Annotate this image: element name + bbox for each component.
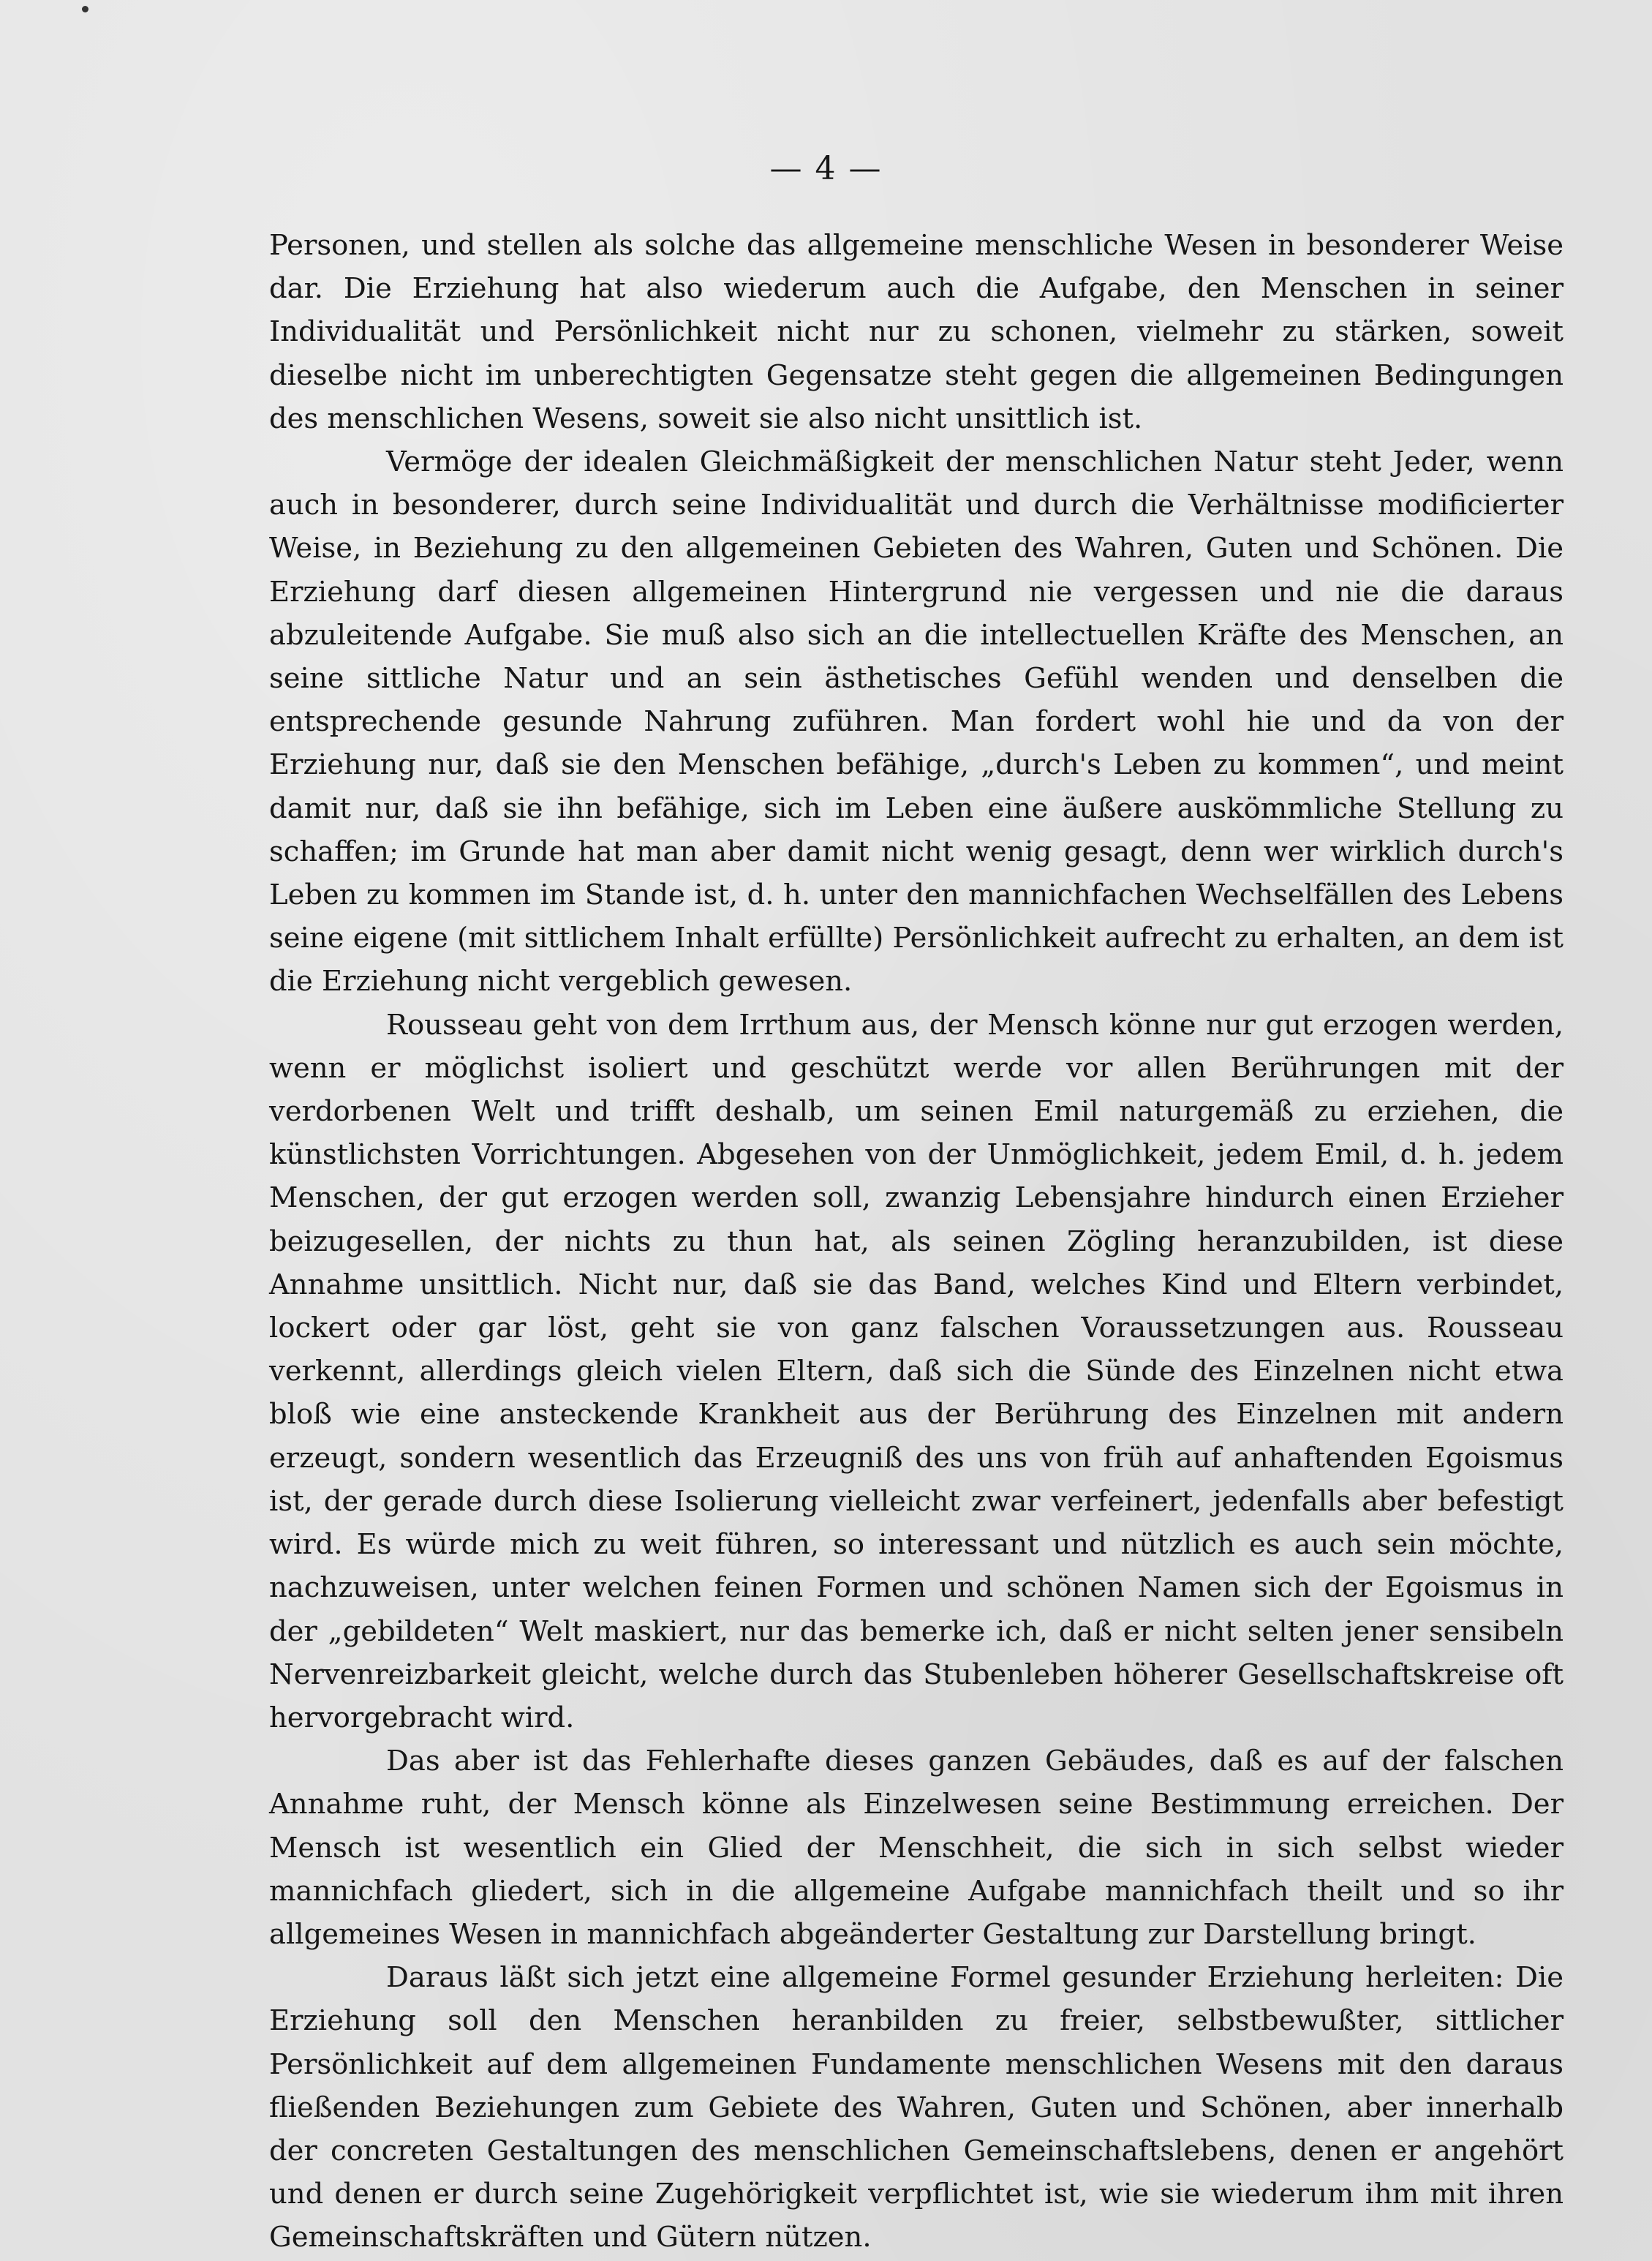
ink-speck: [82, 6, 88, 12]
paragraph-1: Personen, und stellen als solche das allgemeine menschliche Wesen in besonderer Weise dar. Die Erziehung hat also wiederum auch die Aufgabe, den Menschen in seiner Individualität und Persönlichkeit nicht nur zu schonen, vielmehr zu stärken, soweit dieselbe nicht im unberechtigten Gegensatze steht gegen die allgemeinen Bedingungen des menschlichen Wesens, soweit sie also nicht unsittlich ist.: [269, 229, 1564, 435]
page-number: — 4 —: [769, 150, 883, 187]
paragraph-5: Daraus läßt sich jetzt eine allgemeine Formel gesunder Erziehung herleiten: Die Erziehung soll den Menschen heranbilden zu freier, selbstbewußter, sittlicher Persönlichkeit auf dem allgemeinen Fundamente menschlichen Wesens mit den daraus fließenden Beziehungen zum Gebiete des Wahren, Guten und Schönen, aber innerhalb der concreten Gestaltungen des menschlichen Gemeinschaftslebens, denen er angehört und denen er durch seine Zugehörigkeit verpflichtet ist, wie sie wiederum ihm mit ihren Gemeinschaftskräften und Gütern nützen.: [269, 1961, 1564, 2254]
body-text: [269, 224, 1564, 2260]
paragraph-4: Das aber ist das Fehlerhafte dieses ganzen Gebäudes, daß es auf der falschen Annahme ruht, der Mensch könne als Einzelwesen seine Bestimmung erreichen. Der Mensch ist wesentlich ein Glied der Menschheit, die sich in sich selbst wieder mannichfach gliedert, sich in die allgemeine Aufgabe mannichfach theilt und so ihr allgemeines Wesen in mannichfach abgeänderter Gestaltung zur Darstellung bringt.: [269, 1745, 1564, 1951]
paragraph-3: Rousseau geht von dem Irrthum aus, der Mensch könne nur gut erzogen werden, wenn er möglichst isoliert und geschützt werde vor allen Berührungen mit der verdorbenen Welt und trifft deshalb, um seinen Emil naturgemäß zu erziehen, die künstlichsten Vorrichtungen. Abgesehen von der Unmöglichkeit, jedem Emil, d. h. jedem Menschen, der gut erzogen werden soll, zwanzig Lebensjahre hindurch einen Erzieher beizugesellen, der nichts zu thun hat, als seinen Zögling heranzubilden, ist diese Annahme unsittlich. Nicht nur, daß sie das Band, welches Kind und Eltern verbindet, lockert oder gar löst, geht sie von ganz falschen Voraussetzungen aus. Rousseau verkennt, allerdings gleich vielen Eltern, daß sich die Sünde des Einzelnen nicht etwa bloß wie eine ansteckende Krankheit aus der Berührung des Einzelnen mit andern erzeugt, sondern wesentlich das Erzeugniß des uns von früh auf anhaftenden Egoismus ist, der gerade durch diese Isolierung vielleicht zwar verfeinert, jedenfalls aber befestigt wird. Es würde mich zu weit führen, so interessant und nützlich es auch sein möchte, nachzuweisen, unter welchen feinen Formen und schönen Namen sich der Egoismus in der „gebildeten“ Welt maskiert, nur das bemerke ich, daß er nicht selten jener sensibeln Nervenreizbarkeit gleicht, welche durch das Stubenleben höherer Gesellschaftskreise oft hervorgebracht wird.: [269, 1008, 1564, 1734]
paragraph-2: Vermöge der idealen Gleichmäßigkeit der menschlichen Natur steht Jeder, wenn auch in besonderer, durch seine Individualität und durch die Verhältnisse modificierter Weise, in Beziehung zu den allgemeinen Gebieten des Wahren, Guten und Schönen. Die Erziehung darf diesen allgemeinen Hintergrund nie vergessen und nie die daraus abzuleitende Aufgabe. Sie muß also sich an die intellectuellen Kräfte des Menschen, an seine sittliche Natur und an sein ästhetisches Gefühl wenden und denselben die entsprechende gesunde Nahrung zuführen. Man fordert wohl hie und da von der Erziehung nur, daß sie den Menschen befähige, „durch's Leben zu kommen“, und meint damit nur, daß sie ihn befähige, sich im Leben eine äußere auskömmliche Stellung zu schaffen; im Grunde hat man aber damit nicht wenig gesagt, denn wer wirklich durch's Leben zu kommen im Stande ist, d. h. unter den mannichfachen Wechselfällen des Lebens seine eigene (mit sittlichem Inhalt erfüllte) Persönlichkeit aufrecht zu erhalten, an dem ist die Erziehung nicht vergeblich gewesen.: [269, 445, 1564, 998]
